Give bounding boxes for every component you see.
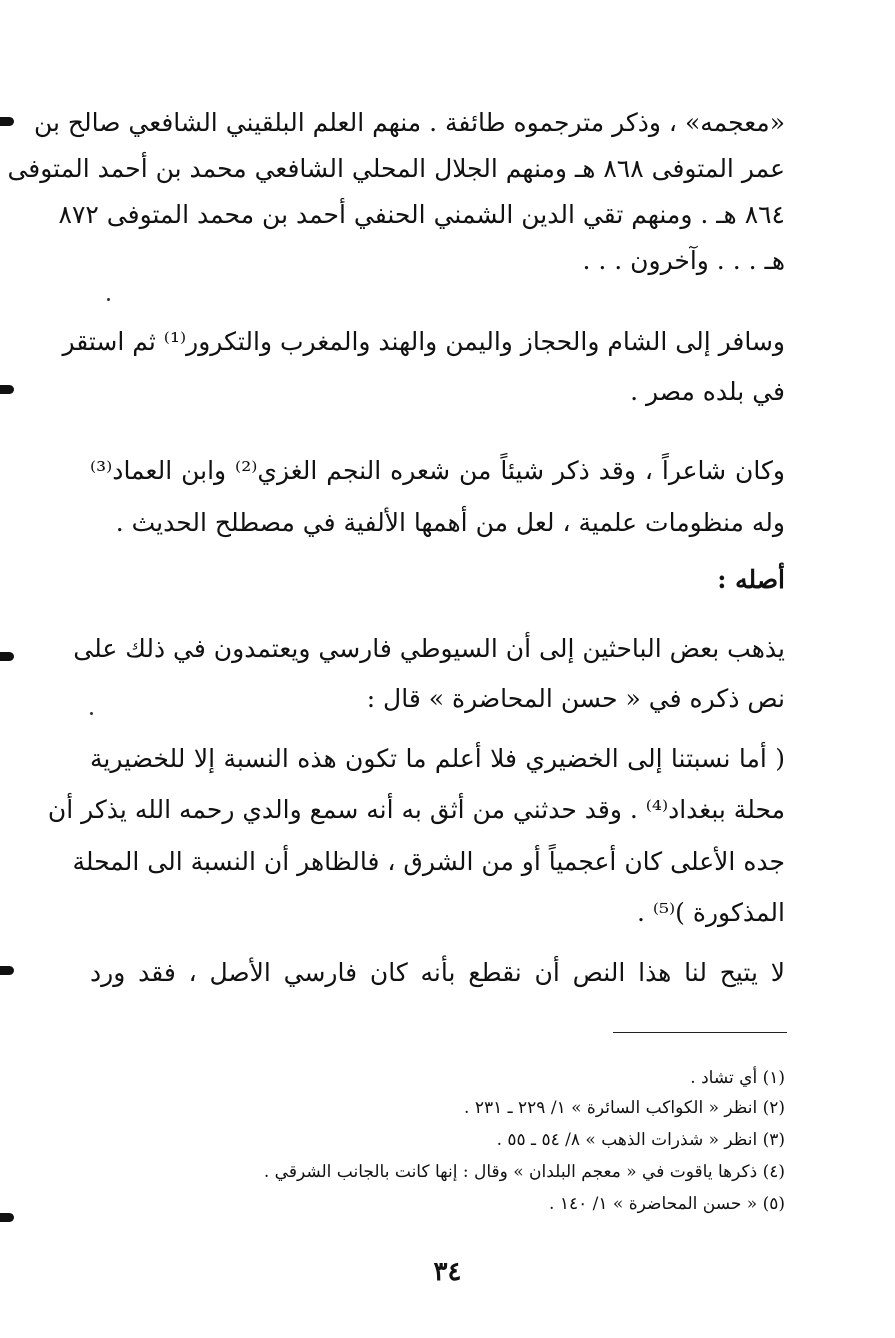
footnote-separator [613, 1032, 787, 1033]
scan-speck [107, 298, 110, 301]
scan-speck [90, 712, 93, 715]
body-line: نص ذكره في « حسن المحاضرة » قال : [366, 684, 785, 713]
body-line: يذهب بعض الباحثين إلى أن السيوطي فارسي ويعتمدون في ذلك على [73, 634, 785, 663]
footnote: (١) أي تشاد . [690, 1068, 785, 1088]
body-line: لا يتيح لنا هذا النص أن نقطع بأنه كان فارسي الأصل ، فقد ورد [90, 958, 785, 987]
section-heading: أصله : [717, 565, 785, 594]
margin-tab-mark [0, 385, 14, 394]
body-line: وسافر إلى الشام والحجاز واليمن والهند والمغرب والتكرور⁽¹⁾ ثم استقر [62, 327, 785, 356]
footnote: (٢) انظر « الكواكب السائرة » ١/ ٢٢٩ ـ ٢٣١ . [464, 1098, 785, 1118]
footnote: (٣) انظر « شذرات الذهب » ٨/ ٥٤ ـ ٥٥ . [496, 1130, 785, 1150]
margin-tab-mark [0, 966, 14, 975]
margin-tab-mark [0, 652, 14, 661]
body-line: عمر المتوفى ٨٦٨ هـ ومنهم الجلال المحلي الشافعي محمد بن أحمد المتوفى [7, 154, 785, 183]
footnote: (٥) « حسن المحاضرة » ١/ ١٤٠ . [549, 1194, 785, 1214]
footnote: (٤) ذكرها ياقوت في « معجم البلدان » وقال : إنها كانت بالجانب الشرقي . [263, 1162, 785, 1182]
margin-tab-mark [0, 1213, 14, 1222]
body-line: «معجمه» ، وذكر مترجموه طائفة . منهم العلم البلقيني الشافعي صالح بن [33, 108, 785, 137]
page-number: ٣٤ [433, 1257, 462, 1287]
quote-line: ( أما نسبتنا إلى الخضيري فلا أعلم ما تكون هذه النسبة إلا للخضيرية [90, 744, 785, 773]
body-line: في بلده مصر . [630, 377, 785, 406]
quote-line: المذكورة )⁽⁵⁾ . [636, 898, 785, 927]
body-line: وكان شاعراً ، وقد ذكر شيئاً من شعره النجم الغزي⁽²⁾ وابن العماد⁽³⁾ [90, 456, 785, 485]
body-line: ٨٦٤ هـ . ومنهم تقي الدين الشمني الحنفي أحمد بن محمد المتوفى ٨٧٢ [58, 200, 785, 229]
quote-line: جده الأعلى كان أعجمياً أو من الشرق ، فالظاهر أن النسبة الى المحلة [72, 847, 785, 876]
body-line: هـ . . . وآخرون . . . [582, 246, 785, 275]
margin-tab-mark [0, 117, 14, 126]
quote-line: محلة ببغداد⁽⁴⁾ . وقد حدثني من أثق به أنه سمع والدي رحمه الله يذكر أن [47, 795, 785, 824]
body-line: وله منظومات علمية ، لعل من أهمها الألفية في مصطلح الحديث . [115, 508, 785, 537]
